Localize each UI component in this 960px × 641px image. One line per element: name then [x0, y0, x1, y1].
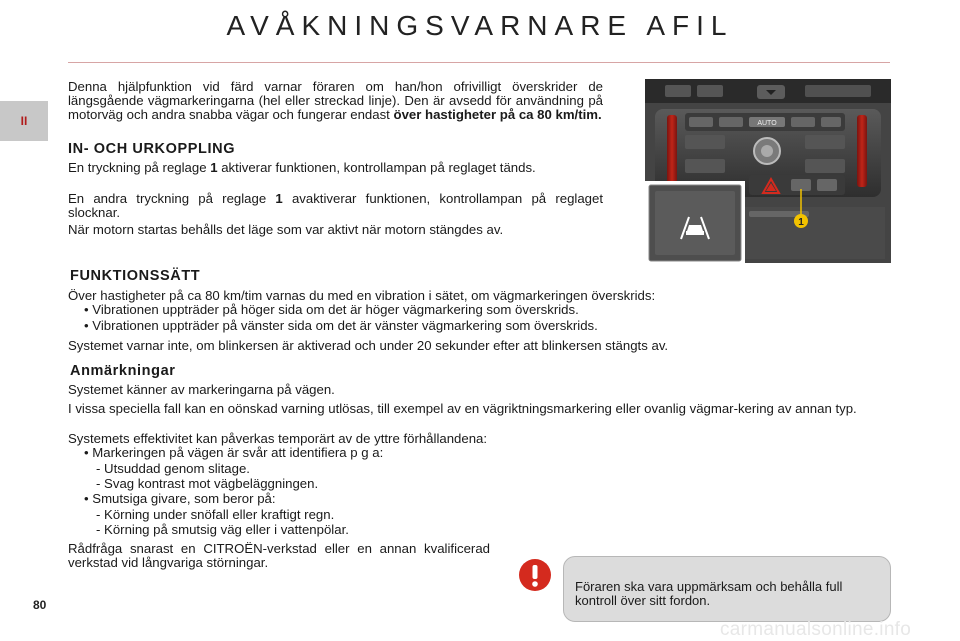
anm-p1: Systemet känner av markeringarna på vägen. [68, 382, 335, 397]
heading-funktionssatt: FUNKTIONSSÄTT [70, 268, 201, 284]
funktion-bullet-left: • Vibrationen uppträder på vänster sida om det är vänster vägmarkering som överskrids. [84, 318, 598, 333]
anm-p3: Systemets effektivitet kan påverkas temporärt av de yttre förhållandena: [68, 431, 488, 446]
title-divider [68, 62, 890, 63]
anm-dash-1: - Utsuddad genom slitage. [96, 461, 250, 476]
intro-text: Denna hjälpfunktion vid färd varnar föraren om han/hon ofrivilligt överskrider de längsgående vägmarkeringarna (hel eller streckad linje). Den är avsedd för användning på motorväg och andra snabba vägar och fungerar endast [68, 79, 603, 122]
p2-control-number: 1 [275, 191, 283, 206]
funktion-bullet-right: • Vibrationen uppträder på höger sida om det är höger vägmarkering som överskrids. [84, 302, 579, 317]
heading-in-urkoppling: IN- OCH URKOPPLING [68, 141, 236, 157]
dashboard-photo [645, 79, 891, 263]
heading-anmarkningar: Anmärkningar [70, 363, 176, 379]
anm-p2: I vissa speciella fall kan en oönskad varning utlösas, till exempel av en vägriktningsmarkering eller ovanlig vägmar-kering av annan typ. [68, 401, 857, 416]
p2-after: avaktiverar funktionen, kontrollampan på reglaget slocknar. [68, 191, 604, 220]
p1-control-number: 1 [210, 160, 218, 175]
p1-after: aktiverar funktionen, kontrollampan på reglaget tänds. [217, 160, 536, 175]
auto-label: AUTO [757, 120, 777, 127]
page-title: AVÅKNINGSVARNARE AFIL [226, 10, 734, 41]
intro-paragraph [68, 80, 603, 122]
funktion-intro: Över hastigheter på ca 80 km/tim varnas du med en vibration i sätet, om vägmarkeringen överskrids: [68, 288, 656, 303]
funktion-note: Systemet varnar inte, om blinkersen är aktiverad och under 20 sekunder efter att blinkersen stängts av. [68, 338, 669, 353]
in-urkoppling-p2 [68, 192, 603, 220]
in-urkoppling-p3: När motorn startas behålls det läge som var aktivt när motorn stängdes av. [68, 222, 504, 237]
in-urkoppling-p1 [68, 161, 603, 175]
callout-1: 1 [798, 217, 804, 228]
anm-dash-3: - Körning under snöfall eller kraftigt regn. [96, 507, 335, 522]
dashboard-illustration [645, 79, 891, 263]
warning-text: Föraren ska vara uppmärksam och behålla full kontroll över sitt fordon. [575, 579, 843, 608]
intro-bold: över hastigheter på ca 80 km/tim. [393, 107, 602, 122]
page-number: 80 [33, 598, 47, 612]
exclamation-icon [518, 558, 552, 592]
anm-dash-2: - Svag kontrast mot vägbeläggningen. [96, 476, 319, 491]
watermark: carmanualsonline.info [720, 619, 912, 640]
p1-before: En tryckning på reglage [68, 160, 211, 175]
anm-bullet-1: • Markeringen på vägen är svår att identifiera p g a: [84, 445, 384, 460]
section-tab[interactable]: II [0, 101, 48, 141]
anm-dash-4: - Körning på smutsig väg eller i vattenpölar. [96, 522, 349, 537]
p2-before: En andra tryckning på reglage [68, 191, 276, 206]
anm-bullet-2: • Smutsiga givare, som beror på: [84, 491, 276, 506]
anm-closing: Rådfråga snarast en CITROËN-verkstad eller en annan kvalificerad verkstad vid långvariga störningar. [68, 541, 490, 570]
